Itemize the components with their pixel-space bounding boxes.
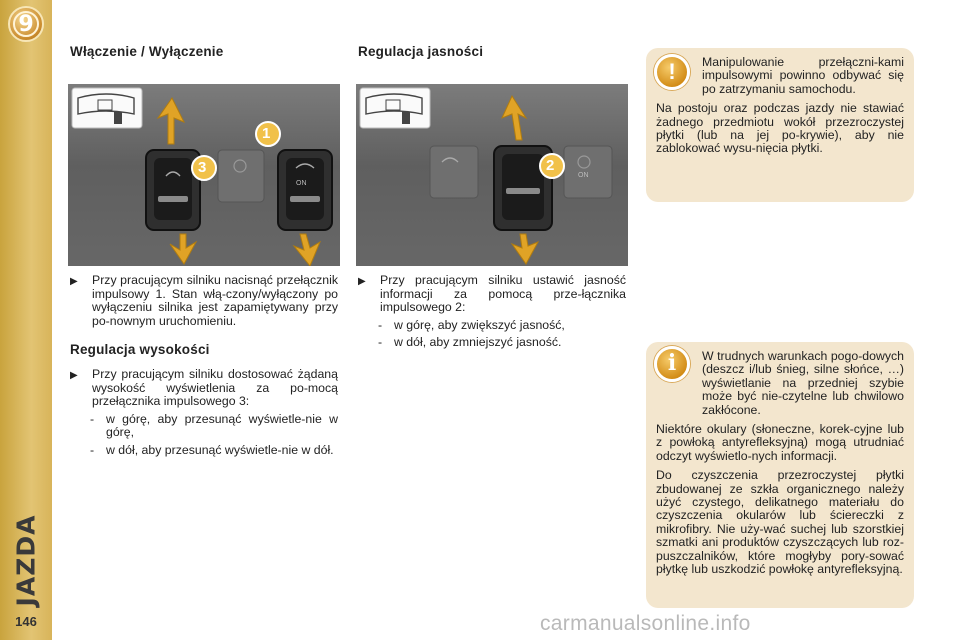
info-text-3: Do czyszczenia przezroczystej płytki zbudowanej ze szkła organicznego należy użyć czystego, delikatnego materiału do czyszczenia okularów lub ściereczki z mikrofibry. Nie uży-wać suchej lub szorstkiej szmatki ani produktów czyszczących lub roz-puszczalników, które mogłyby pory-sować płytkę lub uszkodzić powłokę antyrefleksyjną. xyxy=(656,468,904,577)
bullet-icon: ▶ xyxy=(358,276,366,287)
brightness-down: w dół, aby zmniejszyć jasność. xyxy=(394,335,562,350)
callout-2: 2 xyxy=(546,157,555,174)
callout-3: 3 xyxy=(198,159,207,176)
info-text-1: W trudnych warunkach pogo-dowych (deszcz i/lub śnieg, silne słońce, …) wyświetlanie na przedniej szybie może być nie-czytelne lub chwilowo zakłócone. xyxy=(702,349,904,417)
warning-text-1: Manipulowanie przełączni-kami impulsowymi powinno odbywać się po zatrzymaniu samochodu. xyxy=(702,55,904,96)
heading-on-off: Włączenie / Wyłączenie xyxy=(70,44,224,59)
on-label: ON xyxy=(578,172,589,179)
warning-note xyxy=(646,48,914,202)
warning-icon: ! xyxy=(654,54,690,90)
brightness-up: w górę, aby zwiększyć jasność, xyxy=(394,317,565,332)
onoff-instruction: ▶ Przy pracującym silniku nacisnąć przełącznik impulsowy 1. Stan włą-czony/wyłączony po wyłączeniu silnika jest zapamiętywany przy po-nownym uruchomieniu. xyxy=(70,273,338,328)
chapter-number: 9 xyxy=(18,11,34,37)
bullet-icon: ▶ xyxy=(70,276,78,287)
bullet-icon: ▶ xyxy=(70,370,78,381)
info-note xyxy=(646,342,914,608)
heading-height: Regulacja wysokości xyxy=(70,342,210,357)
height-up: w górę, aby przesunąć wyświetle-nie w górę, xyxy=(106,411,338,440)
height-down: w dół, aby przesunąć wyświetle-nie w dół. xyxy=(106,442,334,457)
info-text-2: Niektóre okulary (słoneczne, korek-cyjne lub z powłoką antyrefleksyjną) mogą utrudniać odczyt wyświetlo-nych informacji. xyxy=(656,422,904,463)
callout-1: 1 xyxy=(262,125,271,142)
heading-brightness: Regulacja jasności xyxy=(358,44,484,59)
chapter-badge xyxy=(8,6,44,42)
photo-switches-1-3 xyxy=(68,84,340,266)
height-instruction: ▶ Przy pracującym silniku dostosować żądaną wysokość wyświetlenia za po-mocą przełącznika impulsowego 3: - w górę, aby przesunąć wyświetle-nie w górę, - w dół, aby przesunąć wyświetle-nie w dół. xyxy=(70,367,338,457)
info-icon: i xyxy=(654,346,690,382)
brightness-instruction: ▶ Przy pracującym silniku ustawić jasność informacji za pomocą prze-łącznika impulsowego 2: - w górę, aby zwiększyć jasność, - w dół, aby zmniejszyć jasność. xyxy=(358,273,626,350)
watermark: carmanualsonline.info xyxy=(540,612,751,635)
warning-text-2: Na postoju oraz podczas jazdy nie stawiać żadnego przedmiotu wokół przezroczystej płytki (lub na jej po-krywie), aby nie zablokować wysu-nięcia płytki. xyxy=(656,101,904,156)
on-label: ON xyxy=(296,180,307,187)
page-number: 146 xyxy=(15,614,37,629)
section-title: JAZDA xyxy=(11,514,41,606)
photo-switch-2 xyxy=(356,84,628,266)
